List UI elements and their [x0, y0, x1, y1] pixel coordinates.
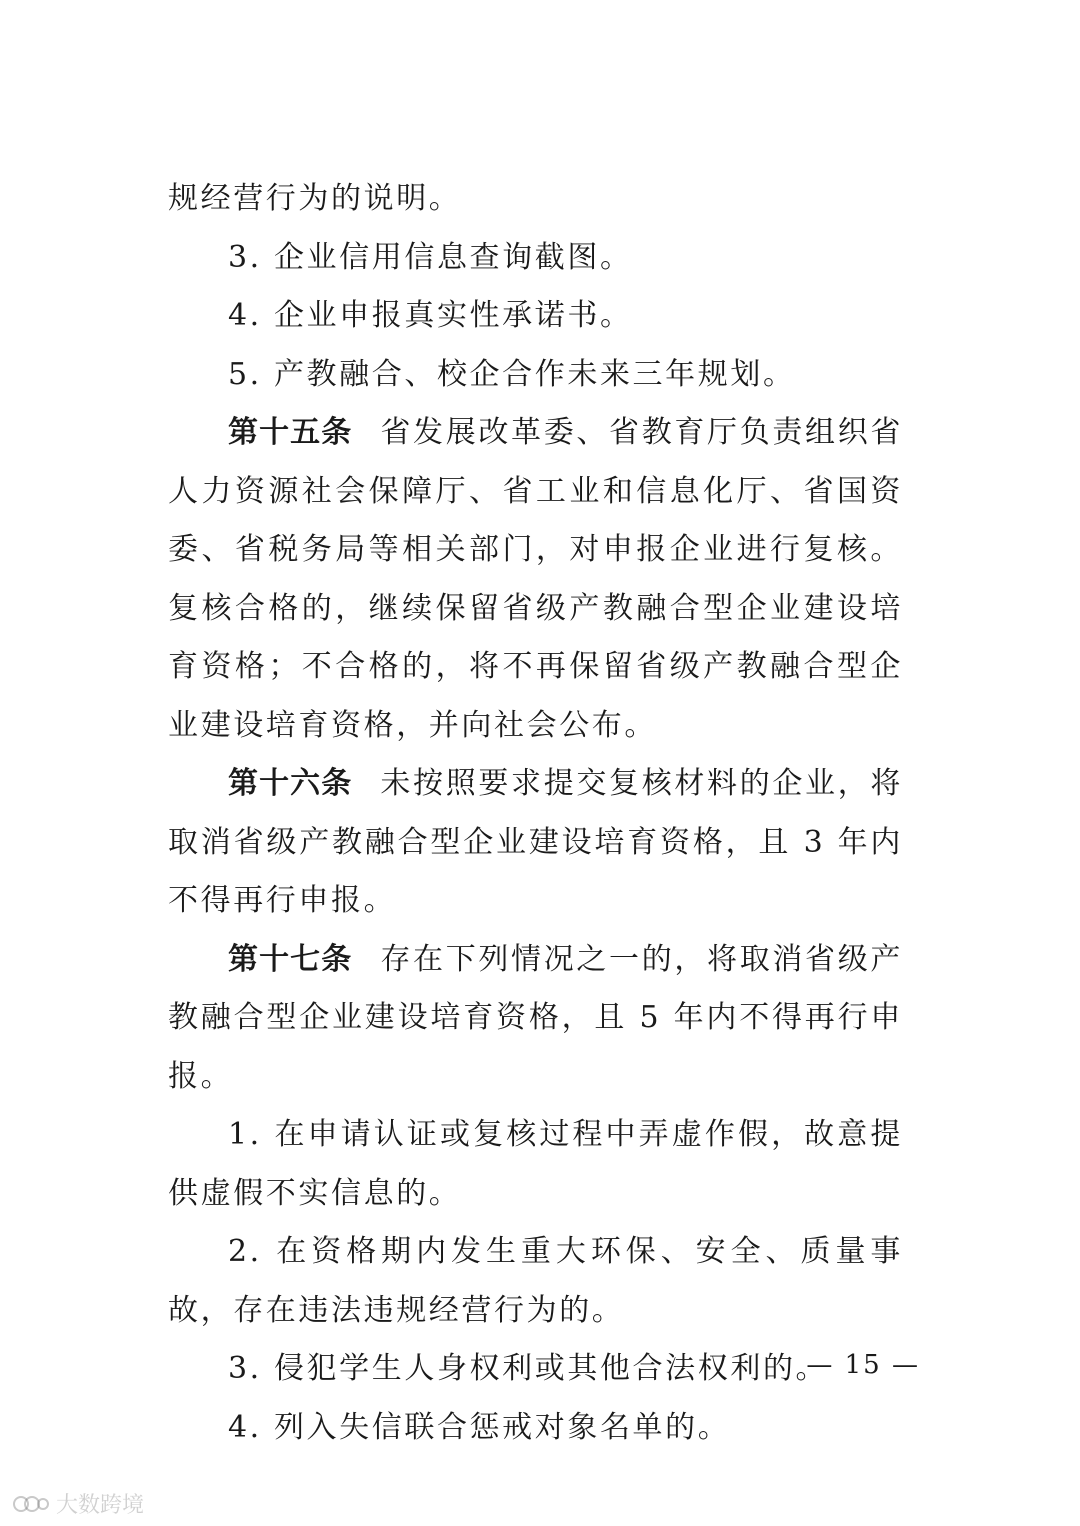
- condition-item-1: 1. 在申请认证或复核过程中弄虚作假，故意提供虚假不实信息的。: [168, 1117, 903, 1211]
- paragraph-continuation: 规经营行为的说明。: [168, 181, 462, 216]
- document-body: [168, 170, 903, 1457]
- list-item-3: 3. 企业信用信息查询截图。: [228, 239, 633, 275]
- article-15: [168, 404, 903, 755]
- page-number: — 15 —: [806, 1350, 920, 1380]
- article-17: [168, 931, 903, 1107]
- watermark-text: 大数跨境: [56, 1493, 145, 1518]
- condition-item-2: 2. 在资格期内发生重大环保、安全、质量事故，存在违法违规经营行为的。: [168, 1234, 903, 1328]
- condition-item-4: 4. 列入失信联合惩戒对象名单的。: [228, 1409, 731, 1445]
- article-16: [168, 755, 903, 931]
- list-item-4: 4. 企业申报真实性承诺书。: [228, 298, 633, 333]
- article-17-text: 存在下列情况之一的，将取消省级产教融合型企业建设培育资格，且 5 年内不得再行申报。: [168, 941, 903, 1094]
- brand-logo-icon: [12, 1492, 50, 1516]
- condition-item-3: 3. 侵犯学生人身权利或其他合法权利的。: [228, 1351, 829, 1386]
- article-15-text: 省发展改革委、省教育厅负责组织省人力资源社会保障厅、省工业和信息化厅、省国资委、省税务局等相关部门，对申报企业进行复核。复核合格的，继续保留省级产教融合型企业建设培育资格；不合格的，将不再保留省级产教融合型企业建设培育资格，并向社会公布。: [168, 415, 903, 743]
- list-item-5: 5. 产教融合、校企合作未来三年规划。: [228, 356, 796, 392]
- article-15-heading: 第十五条: [228, 415, 353, 450]
- article-17-heading: 第十七条: [228, 941, 353, 977]
- article-16-heading: 第十六条: [228, 766, 353, 801]
- article-16-text: 未按照要求提交复核材料的企业，将取消省级产教融合型企业建设培育资格，且 3 年内不得再行申报。: [168, 766, 903, 918]
- watermark: [12, 1488, 144, 1519]
